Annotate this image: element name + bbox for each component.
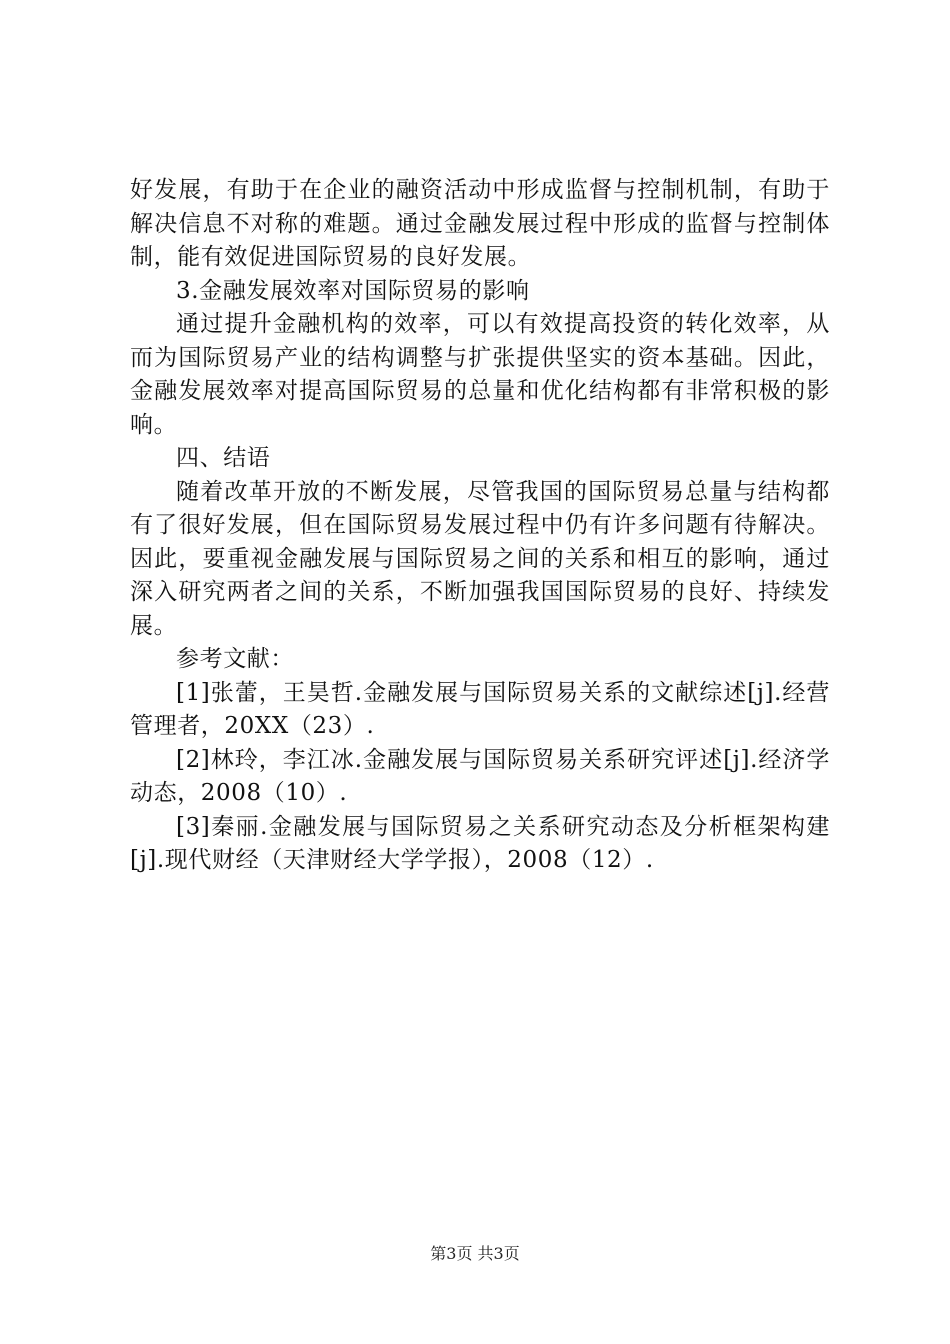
reference-item-1: [1]张蕾，王昊哲.金融发展与国际贸易关系的文献综述[j].经营管理者，20XX（23）. <box>130 679 830 739</box>
reference-item-3: [3]秦丽.金融发展与国际贸易之关系研究动态及分析框架构建[j].现代财经（天津财经大学学报），2008（12）. <box>130 813 830 873</box>
paragraph-efficiency: 通过提升金融机构的效率，可以有效提高投资的转化效率，从而为国际贸易产业的结构调整与扩张提供坚实的资本基础。因此，金融发展效率对提高国际贸易的总量和优化结构都有非常积极的影响。 <box>130 311 830 438</box>
page-number-label: 第3页 共3页 <box>430 1244 520 1263</box>
paragraph-continuation: 好发展，有助于在企业的融资活动中形成监督与控制机制，有助于解决信息不对称的难题。通过金融发展过程中形成的监督与控制体制，能有效促进国际贸易的良好发展。 <box>130 177 830 270</box>
page-footer <box>0 1244 950 1264</box>
section-heading-3: 3.金融发展效率对国际贸易的影响 <box>176 277 530 304</box>
reference-item-2: [2]林玲，李江冰.金融发展与国际贸易关系研究评述[j].经济学动态，2008（10）. <box>130 746 830 806</box>
paragraph-conclusion: 随着改革开放的不断发展，尽管我国的国际贸易总量与结构都有了很好发展，但在国际贸易发展过程中仍有许多问题有待解决。因此，要重视金融发展与国际贸易之间的关系和相互的影响，通过深入研究两者之间的关系，不断加强我国国际贸易的良好、持续发展。 <box>130 478 830 639</box>
references-heading: 参考文献： <box>176 646 294 672</box>
document-body <box>130 174 830 878</box>
section-heading-conclusion: 四、结语 <box>176 445 271 471</box>
